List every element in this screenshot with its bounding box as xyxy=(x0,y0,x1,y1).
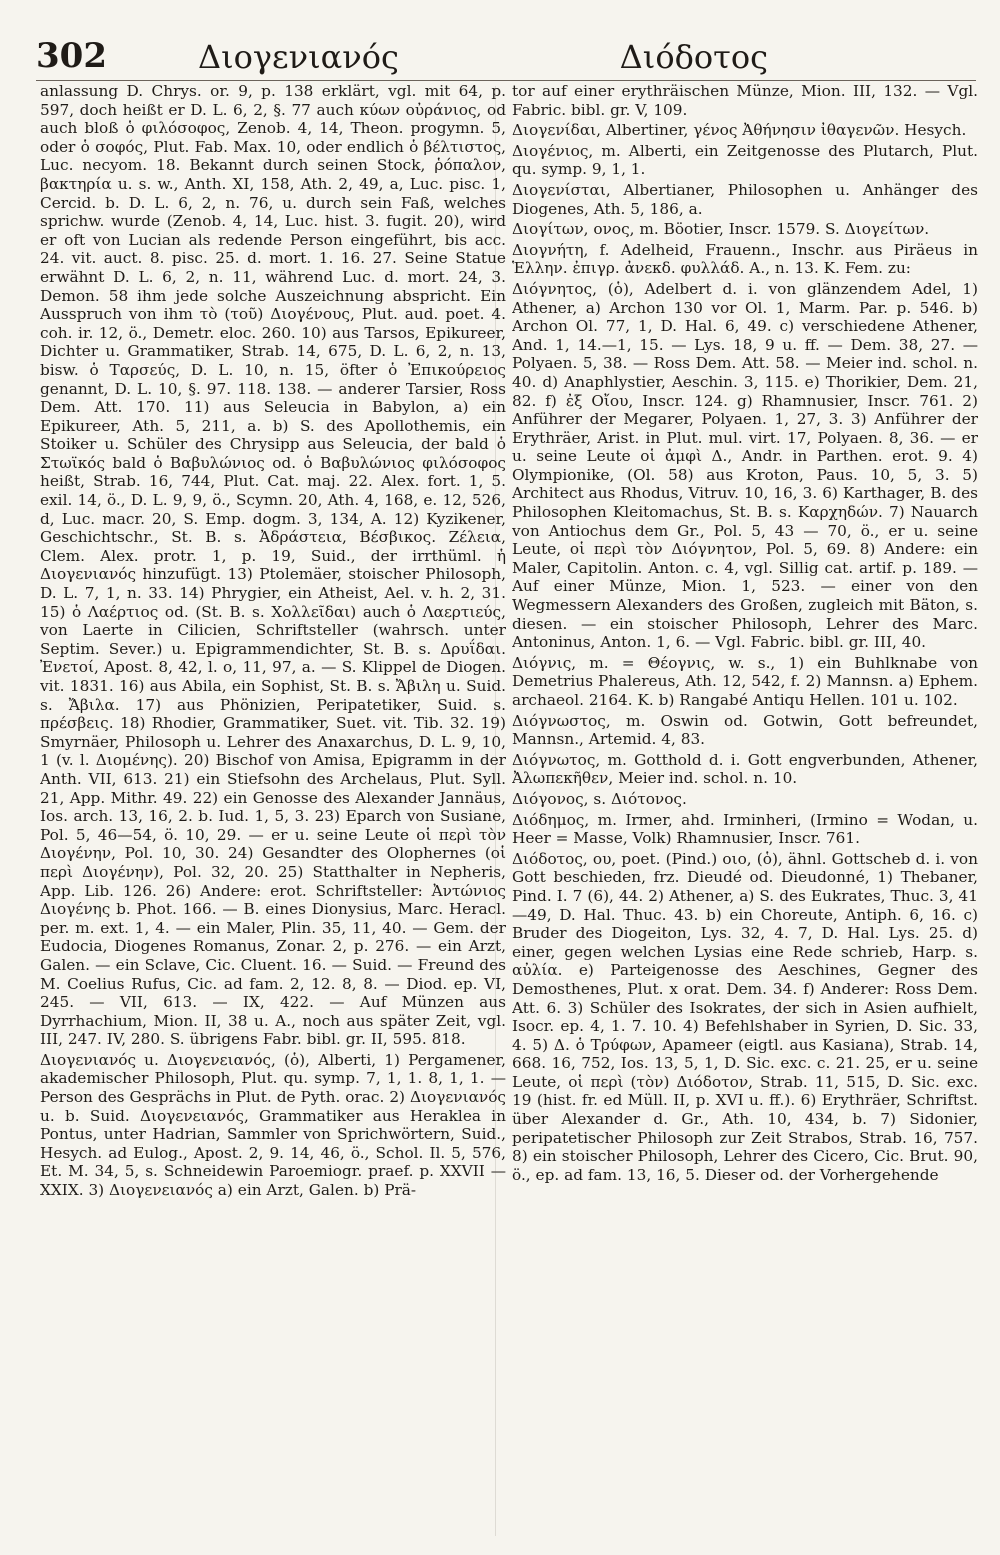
dictionary-entry: Διογενιανός u. Διογενειανός, (ὁ), Alberti, 1) Pergamener, akademischer Philosoph, Plut. qu. symp. 7, 1, 1. 8, 1, 1. — Person des Gesprächs in Plut. de Pyth. orac. 2) Διογενιανός u. b. Suid. Διογενειανός, Grammatiker aus Heraklea in Pontus, unter Hadrian, Sammler von Sprichwörtern, Suid., Hesych. ad Eulog., Apost. 2, 9. 14, 46, ö., Schol. Il. 5, 576, Et. M. 34, 5, s. Schneidewin Paroemiogr. praef. p. XXVII — XXIX. 3) Διογενειανός a) ein Arzt, Galen. b) Prä- xyxy=(40,1050,506,1200)
page-number: 302 xyxy=(36,36,107,76)
header-rule xyxy=(36,80,976,81)
dictionary-entry: Διογενίδαι, Albertiner, γένος Ἀθήνησιν ἰθαγενῶν. Hesych. xyxy=(512,121,967,140)
dictionary-entry: anlassung D. Chrys. or. 9, p. 138 erklärt, vgl. mit 64, p. 597, doch heißt er D. L. 6, 2, §. 77 auch κύων οὐράνιος, od auch bloß ὁ φιλόσοφος, Zenob. 4, 14, Theon. progymn. 5, oder ὁ σοφός, Plut. Fab. Max. 10, oder endlich ὁ βέλτιστος, Luc. necyom. 18. Bekannt durch seinen Stock, ῥόπαλον, βακτηρία u. s. w., Anth. XI, 158, Ath. 2, 49, a, Luc. pisc. 1, Cercid. b. D. L. 6, 2, n. 76, u. durch sein Faß, welches sprichw. wurde (Zenob. 4, 14, Luc. hist. 3. fugit. 20), wird er oft von Lucian als redende Person eingeführt, bis acc. 24. vit. auct. 8. pisc. 25. d. mort. 1. 16. 27. Seine Statue erwähnt D. L. 6, 2, n. 11, während Luc. d. mort. 24, 3. Demon. 58 ihm jede solche Auszeichnung abspricht. Ein Ausspruch von ihm τὸ (τοῦ) Διογένους, Plut. aud. poet. 4. coh. ir. 12, ö., Demetr. eloc. 260. 10) aus Tarsos, Epikureer, Dichter u. Grammatiker, Strab. 14, 675, D. L. 6, 2, n. 13, bisw. ὁ Ταρσεύς, D. L. 10, n. 15, öfter ὁ Ἐπικούρειος genannt, D. L. 10, §. 97. 118. 138. — anderer Tarsier, Ross Dem. Att. 170. 11) aus Seleucia in Babylon, a) ein Epikureer, Ath. 5, 211, a. b) S. des Apollothemis, ein Stoiker u. Schüler des Chrysipp aus Seleucia, der bald ὁ Στωϊκός bald ὁ Βαβυλώνιος od. ὁ Βαβυλώνιος φιλόσοφος heißt, Strab. 16, 744, Plut. Cat. maj. 22. Alex. fort. 1, 5. exil. 14, ö., D. L. 9, 9, ö., Scymn. 20, Ath. 4, 168, e. 12, 526, d, Luc. macr. 20, S. Emp. dogm. 3, 134, A. 12) Kyzikener, Geschichtschr., St. B. s. Ἀδράστεια, Βέσβικος. Ζέλεια, Clem. Alex. protr. 1, p. 19, Suid., der irrthüml. ἡ Διογενιανός hinzufügt. 13) Ptolemäer, stoischer Philosoph, D. L. 7, 1, n. 33. 14) Phrygier, ein Atheist, Ael. v. h. 2, 31. 15) ὁ Λαέρτιος od. (St. B. s. Χολλεῖδαι) auch ὁ Λαερτιεύς, von Laerte in Cilicien, Schriftsteller (wahrsch. unter Septim. Sever.) u. Epigrammendichter, St. B. s. Δρυΐδαι. Ἐνετοί, Apost. 8, 42, l. o, 11, 97, a. — S. Klippel de Diogen. vit. 1831. 16) aus Abila, ein Sophist, St. B. s. Ἄβιλη u. Suid. s. Ἄβιλα. 17) aus Phönizien, Peripatetiker, Suid. s. πρέσβεις. 18) Rhodier, Grammatiker, Suet. vit. Tib. 32. 19) Smyrnäer, Philosoph u. Lehrer des Anaxarchus, D. L. 9, 10, 1 (v. l. Διομένης). 20) Bischof von Amisa, Epigramm in der Anth. VII, 613. 21) ein Stiefsohn des Archelaus, Plut. Syll. 21, App. Mithr. 49. 22) ein Genosse des Alexander Jannäus, Ios. arch. 13, 16, 2. b. Iud. 1, 5, 3. 23) Eparch von Susiane, Pol. 5, 46—54, ö. 10, 29. — er u. seine Leute οἱ περὶ τὸν Διογένην, Pol. 10, 30. 24) Gesandter des Olophernes (οἱ περὶ Διογένην), Pol. 32, 20. 25) Statthalter in Nepheris, App. Lib. 126. 26) Andere: erot. Schriftsteller: Ἀντώνιος Διογένης b. Phot. 166. — B. eines Dionysius, Marc. Heracl. per. m. ext. 1, 4. — ein Maler, Plin. 35, 11, 40. — Gem. der Eudocia, Diogenes Romanus, Zonar. 2, p. 276. — ein Arzt, Galen. — ein Sclave, Cic. Cluent. 16. — Suid. — Freund des M. Coelius Rufus, Cic. ad fam. 2, 12. 8, 8. — Diod. ep. VI, 245. — VII, 613. — IX, 422. — Auf Münzen aus Dyrrhachium, Mion. II, 38 u. A., noch aus später Zeit, vgl. III, 247. IV, 280. S. übrigens Fabr. bibl. gr. II, 595. 818. xyxy=(40,82,506,1049)
running-head-right: Διόδοτος xyxy=(619,38,768,76)
dictionary-entry: Διόδοτος, ου, poet. (Pind.) οιο, (ὁ), ähnl. Gottscheb d. i. von Gott beschieden, frz. Dieudé od. Dieudonné, 1) Thebaner, Pind. I. 7 (6), 44. 2) Athener, a) S. des Eukrates, Thuc. 3, 41—49, D. Hal. Thuc. 43. b) ein Choreute, Antiph. 6, 16. c) Bruder des Diogeiton, Lys. 32, 4. 7, D. Hal. Lys. 25. d) einer, gegen welchen Lysias eine Rede schrieb, Harp. s. αὐλία. e) Parteigenosse des Aeschines, Gegner des Demosthenes, Plut. x orat. Dem. 34. f) Anderer: Ross Dem. Att. 6. 3) Schüler des Isokrates, der sich in Asien aufhielt, Isocr. ep. 4, 1. 7. 10. 4) Befehlshaber in Syrien, D. Sic. 33, 4. 5) Δ. ὁ Τρύφων, Apameer (eigtl. aus Kasiana), Strab. 14, 668. 16, 752, Ios. 13, 5, 1, D. Sic. exc. c. 21. 25, er u. seine Leute, οἱ περὶ (τὸν) Διόδοτον, Strab. 11, 515, D. Sic. exc. 19 (hist. fr. ed Müll. II, p. XVI u. ff.). 6) Erythräer, Schriftst. über Alexander d. Gr., Ath. 10, 434, b. 7) Sidonier, peripatetischer Philosoph zur Zeit Strabos, Strab. 16, 757. 8) ein stoischer Philosoph, Lehrer des Cicero, Cic. Brut. 90, ö., ep. ad fam. 13, 16, 5. Dieser od. der Vorhergehende xyxy=(512,849,978,1184)
dictionary-entry: Διόγνητος, (ὁ), Adelbert d. i. von glänzendem Adel, 1) Athener, a) Archon 130 vor Ol. 1, Marm. Par. p. 546. b) Archon Ol. 77, 1, D. Hal. 6, 49. c) verschiedene Athener, And. 1, 14.—1, 15. — Lys. 18, 9 u. ff. — Dem. 38, 27. — Polyaen. 5, 38. — Ross Dem. Att. 58. — Meier ind. schol. n. 40. d) Anaphlystier, Aeschin. 3, 115. e) Thorikier, Dem. 21, 82. f) ἐξ Οἴου, Inscr. 124. g) Rhamnusier, Inscr. 761. 2) Anführer der Megarer, Polyaen. 1, 27, 3. 3) Anführer der Erythräer, Arist. in Plut. mul. virt. 17, Polyaen. 8, 36. — er u. seine Leute οἱ ἀμφὶ Δ., Andr. in Parthen. erot. 9. 4) Olympionike, (Ol. 58) aus Kroton, Paus. 10, 5, 3. 5) Architect aus Rhodus, Vitruv. 10, 16, 3. 6) Karthager, B. des Philosophen Kleitomachus, St. B. s. Καρχηδών. 7) Nauarch von Antiochus dem Gr., Pol. 5, 43 — 70, ö., er u. seine Leute, οἱ περὶ τὸν Διόγνητον, Pol. 5, 69. 8) Andere: ein Maler, Capitolin. Anton. c. 4, vgl. Sillig cat. artif. p. 189. — Auf einer Münze, Mion. 1, 523. — einer von den Wegmessern Alexanders des Großen, zugleich mit Bäton, s. diesen. — ein stoischer Philosoph, Lehrer des Marc. Antoninus, Anton. 1, 6. — Vgl. Fabric. bibl. gr. III, 40. xyxy=(512,279,978,652)
dictionary-entry: Διογενίσται, Albertianer, Philosophen u. Anhänger des Diogenes, Ath. 5, 186, a. xyxy=(512,180,978,218)
dictionary-entry: Διόγνωστος, m. Oswin od. Gotwin, Gott befreundet, Mannsn., Artemid. 4, 83. xyxy=(512,711,978,749)
dictionary-entry: Διόγονος, s. Διότονος. xyxy=(512,789,687,808)
dictionary-entry: tor auf einer erythräischen Münze, Mion. III, 132. — Vgl. Fabric. bibl. gr. V, 109. xyxy=(512,82,978,119)
dictionary-entry: Διογίτων, ονος, m. Böotier, Inscr. 1579. S. Διογείτων. xyxy=(512,220,930,239)
right-column xyxy=(512,82,978,1542)
page-header xyxy=(28,24,978,80)
left-column xyxy=(40,82,506,1542)
dictionary-entry: Διόδημος, m. Irmer, ahd. Irminheri, (Irmino = Wodan, u. Heer = Masse, Volk) Rhamnusier, Inscr. 761. xyxy=(512,810,978,848)
dictionary-entry: Διογνήτη, f. Adelheid, Frauenn., Inschr. aus Piräeus in Ἑλλην. ἐπιγρ. ἀνεκδ. φυλλάδ. Α., n. 13. K. Fem. zu: xyxy=(512,240,978,278)
dictionary-entry: Διόγνις, m. = Θέογνις, w. s., 1) ein Buhlknabe von Demetrius Phalereus, Ath. 12, 542, f. 2) Mannsn. a) Ephem. archaeol. 2164. K. b) Rangabé Antiqu Hellen. 101 u. 102. xyxy=(512,653,978,709)
running-head-left: Διογενιανός xyxy=(198,38,399,76)
dictionary-entry: Διόγνωτος, m. Gotthold d. i. Gott engverbunden, Athener, Ἀλωπεκῆθεν, Meier ind. schol. n. 10. xyxy=(512,750,978,788)
column-divider xyxy=(495,86,496,1536)
dictionary-entry: Διογένιος, m. Alberti, ein Zeitgenosse des Plutarch, Plut. qu. symp. 9, 1, 1. xyxy=(512,141,978,179)
